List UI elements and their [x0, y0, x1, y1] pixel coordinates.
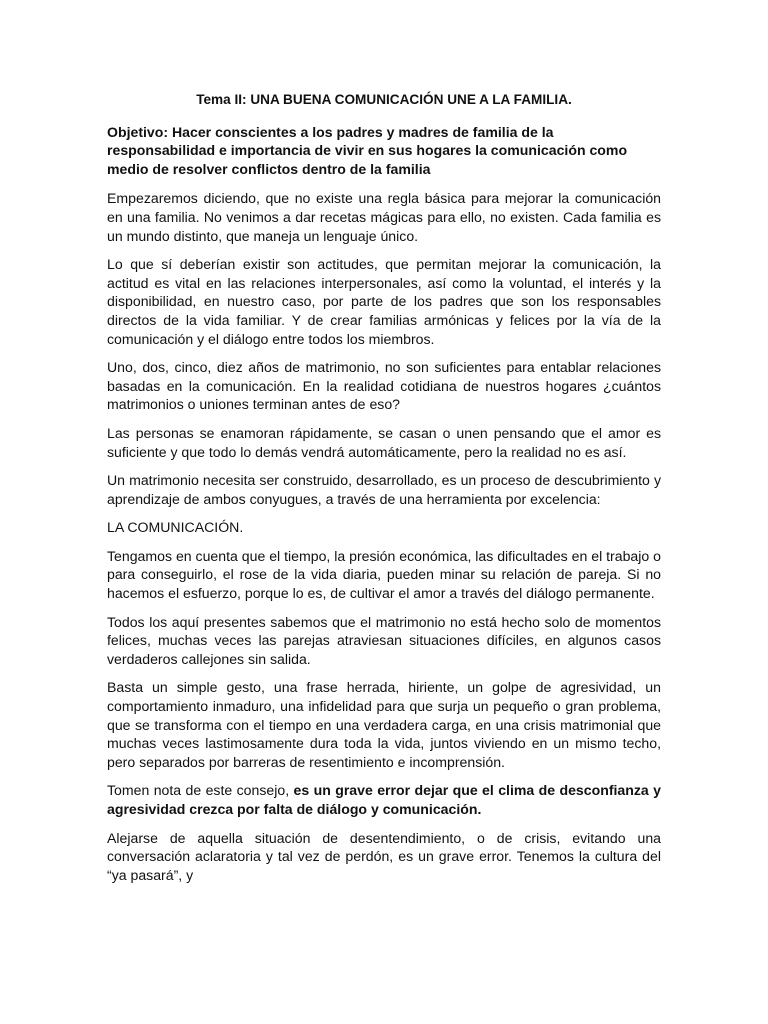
paragraph-difficult-situations: Todos los aquí presentes sabemos que el matrimonio no está hecho solo de momentos felices, muchas veces las parejas atraviesan situaciones difíciles, en algunos casos verdaderos callejones sin salida.	[107, 613, 661, 667]
paragraph-last: Alejarse de aquella situación de desentendimiento, o de crisis, evitando una conversación aclaratoria y tal vez de perdón, es un grave error. Tenemos la cultura del “ya pasará”, y	[107, 829, 661, 883]
document-title: Tema II: UNA BUENA COMUNICACIÓN UNE A LA FAMILIA.	[196, 92, 572, 107]
paragraph-love: Las personas se enamoran rápidamente, se casan o unen pensando que el amor es suficiente y que todo lo demás vendrá automáticamente, pero la realidad no es así.	[107, 424, 661, 460]
advice-intro-text: Tomen nota de este consejo,	[107, 782, 294, 799]
paragraph-attitudes: Lo que sí deberían existir son actitudes, que permitan mejorar la comunicación, la actitud es vital en las relaciones interpersonales, así como la voluntad, el interés y la disponibilidad, en nuestro caso, por parte de los padres que son los responsables directos de la vida familiar. Y de crear familias armónicas y felices por la vía de la comunicación y el diálogo entre todos los miembros.	[107, 256, 661, 347]
paragraph-intro: Empezaremos diciendo, que no existe una regla básica para mejorar la comunicación en una familia. No venimos a dar recetas mágicas para ello, no existen. Cada familia es un mundo distinto, que maneja un lenguaje único.	[107, 190, 661, 244]
paragraph-time-pressure: Tengamos en cuenta que el tiempo, la presión económica, las dificultades en el trabajo o para conseguirlo, el rose de la vida diaria, pueden minar su relación de pareja. Si no hacemos el esfuerzo, porque lo es, de cultivar el amor a través del diálogo permanente.	[107, 547, 661, 602]
paragraph-years: Uno, dos, cinco, diez años de matrimonio, no son suficientes para entablar relaciones basadas en la comunicación. En la realidad cotidiana de nuestros hogares ¿cuántos matrimonios o uniones terminan antes de eso?	[107, 359, 661, 413]
document-page	[107, 91, 661, 894]
paragraph-advice	[107, 781, 661, 818]
advice-bold-text: es un grave error dejar que el clima de desconfianza y agresividad crezca por falta de diálogo y comunicación.	[107, 782, 661, 817]
objective-paragraph: Objetivo: Hacer conscientes a los padres y madres de familia de la responsabilidad e importancia de vivir en sus hogares la comunicación como medio de resolver conflictos dentro de la familia	[107, 123, 628, 177]
paragraph-marriage-built: Un matrimonio necesita ser construido, desarrollado, es un proceso de descubrimiento y aprendizaje de ambos conyugues, a través de una herramienta por excelencia:	[107, 472, 661, 507]
section-heading-communication: LA COMUNICACIÓN.	[107, 519, 244, 536]
paragraph-simple-gesture: Basta un simple gesto, una frase herrada, hiriente, un golpe de agresividad, un comportamiento inmaduro, una infidelidad para que surja un pequeño o gran problema, que se transforma con el tiempo en una verdadera carga, en una crisis matrimonial que muchas veces lastimosamente dura toda la vida, juntos viviendo en un mismo techo, pero separados por barreras de resentimiento e incomprensión.	[107, 679, 661, 770]
